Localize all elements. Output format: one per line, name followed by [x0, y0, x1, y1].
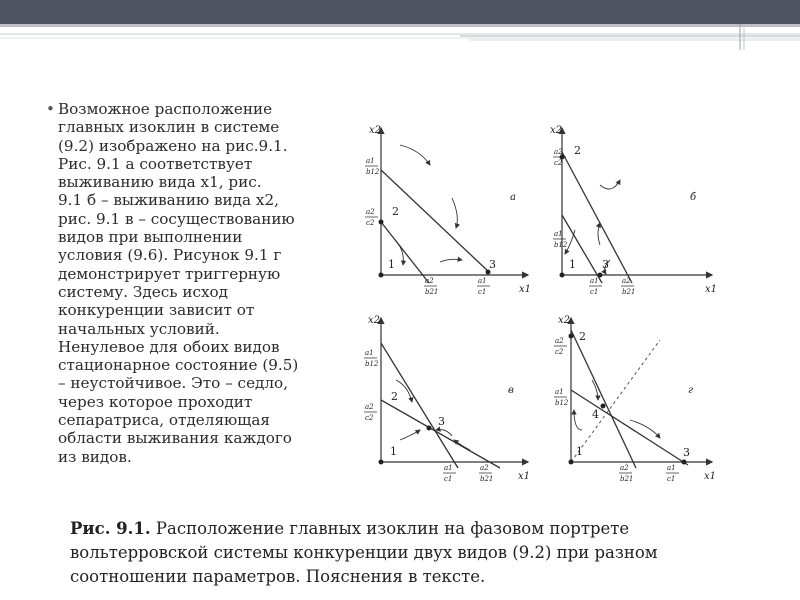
y-intercept-fraction-numerator: a1	[365, 349, 374, 357]
caption-text: Расположение главных изоклин на фазовом портрете вольтерровской системы конкуренции двух видов (9.2) при разном соотношении параметров. Пояснения в тексте.	[70, 519, 658, 586]
equilibrium-point-label: 3	[438, 415, 445, 428]
y-intercept-fraction-numerator: a2	[555, 337, 564, 345]
x-intercept-fraction-numerator: a2	[620, 464, 629, 472]
bullet-line: Возможное расположение	[58, 100, 273, 118]
bullet-line: начальных условий.	[58, 319, 220, 338]
bullet-line: условия (9.6). Рисунок 9.1 г	[58, 246, 282, 265]
y-intercept-fraction-numerator: a2	[365, 403, 374, 411]
y-intercept-fraction-denominator: b12	[555, 399, 569, 407]
bullet-line: (9.2) изображено на рис.9.1.	[58, 136, 288, 155]
bullet-line: области выживания каждого	[58, 429, 292, 448]
equilibrium-point-label: 3	[683, 446, 690, 459]
bullet-line: конкуренции зависит от	[58, 301, 255, 320]
x-intercept-fraction-numerator: a2	[480, 464, 489, 472]
panel-b	[560, 128, 713, 283]
equilibrium-point-label: 2	[579, 330, 586, 343]
x-intercept-fraction-numerator: a1	[478, 277, 487, 285]
panel-label: в	[508, 385, 514, 396]
bullet-line: сепаратриса, отделяющая	[58, 411, 271, 430]
bullet-line: Рис. 9.1 а соответствует	[58, 154, 253, 173]
bullet-line: главных изоклин в системе	[58, 118, 280, 137]
x-intercept-fraction-denominator: b21	[622, 288, 636, 296]
y-intercept-fraction-denominator: c2	[365, 414, 374, 422]
x-intercept-fraction-denominator: c1	[478, 288, 487, 296]
y-intercept-fraction-denominator: b12	[366, 168, 380, 176]
y-intercept-fraction-numerator: a1	[555, 388, 564, 396]
y-intercept-fraction-numerator: a1	[366, 157, 375, 165]
x-intercept-fraction-denominator: b21	[480, 475, 494, 483]
x-axis-label: x1	[705, 284, 718, 295]
bullet-line: стационарное состояние (9.5)	[58, 356, 299, 375]
bullet-line: 9.1 б – выживанию вида x2,	[58, 191, 279, 210]
caption-prefix: Рис. 9.1.	[70, 519, 151, 538]
x-intercept-fraction-numerator: a1	[667, 464, 676, 472]
bullet-marker: •	[46, 100, 55, 118]
bullet-line: Ненулевое для обоих видов	[58, 337, 280, 356]
x-intercept-fraction-numerator: a1	[444, 464, 453, 472]
equilibrium-point-label: 1	[569, 258, 576, 271]
bullet-line: через которое проходит	[58, 392, 253, 411]
bullet-line: рис. 9.1 в – сосуществованию	[58, 209, 295, 228]
equilibrium-point-label: 2	[391, 390, 398, 403]
y-axis-label: x2	[369, 125, 382, 136]
x-intercept-fraction-denominator: b21	[620, 475, 634, 483]
equilibrium-point-label: 1	[388, 258, 395, 271]
equilibrium-point-label: 4	[592, 408, 599, 421]
bullet-line: демонстрирует триггерную	[58, 264, 281, 283]
figure-caption	[70, 517, 760, 589]
x-intercept-fraction-denominator: c1	[667, 475, 676, 483]
equilibrium-point-label: 3	[602, 258, 609, 271]
y-axis-label: x2	[558, 315, 571, 326]
x-intercept-fraction-numerator: a2	[622, 277, 631, 285]
x-intercept-fraction-denominator: c1	[444, 475, 453, 483]
x-axis-label: x1	[519, 284, 532, 295]
y-intercept-fraction-numerator: a2	[554, 148, 563, 156]
bullet-line: систему. Здесь исход	[58, 282, 229, 301]
x-intercept-fraction-denominator: c1	[590, 288, 599, 296]
equilibrium-point-label: 3	[489, 258, 496, 271]
panel-a	[379, 128, 529, 283]
y-axis-label: x2	[368, 315, 381, 326]
y-axis-label: x2	[550, 125, 563, 136]
equilibrium-point-label: 1	[576, 445, 583, 458]
bullet-line: – неустойчивое. Это – седло,	[58, 374, 289, 393]
y-intercept-fraction-denominator: c2	[554, 159, 563, 167]
y-intercept-fraction-denominator: c2	[366, 219, 375, 227]
panel-label: а	[510, 192, 516, 203]
equilibrium-point-label: 2	[574, 144, 581, 157]
panel-label: б	[690, 192, 697, 203]
bullet-line: видов при выполнении	[58, 228, 243, 247]
bullet-line: выживанию вида x1, рис.	[58, 173, 262, 192]
y-intercept-fraction-denominator: c2	[555, 348, 564, 356]
bullet-line: из видов.	[58, 447, 132, 466]
x-intercept-fraction-numerator: a2	[425, 277, 434, 285]
x-axis-label: x1	[704, 471, 717, 482]
x-intercept-fraction-numerator: a1	[590, 277, 599, 285]
y-intercept-fraction-denominator: b12	[365, 360, 379, 368]
equilibrium-point-label: 1	[390, 445, 397, 458]
panel-label: г	[688, 385, 694, 396]
y-intercept-fraction-numerator: a1	[554, 230, 563, 238]
x-axis-label: x1	[518, 471, 531, 482]
panel-v	[379, 318, 529, 468]
equilibrium-point-label: 2	[392, 205, 399, 218]
y-intercept-fraction-numerator: a2	[366, 208, 375, 216]
x-intercept-fraction-denominator: b21	[425, 288, 439, 296]
y-intercept-fraction-denominator: b12	[554, 241, 568, 249]
